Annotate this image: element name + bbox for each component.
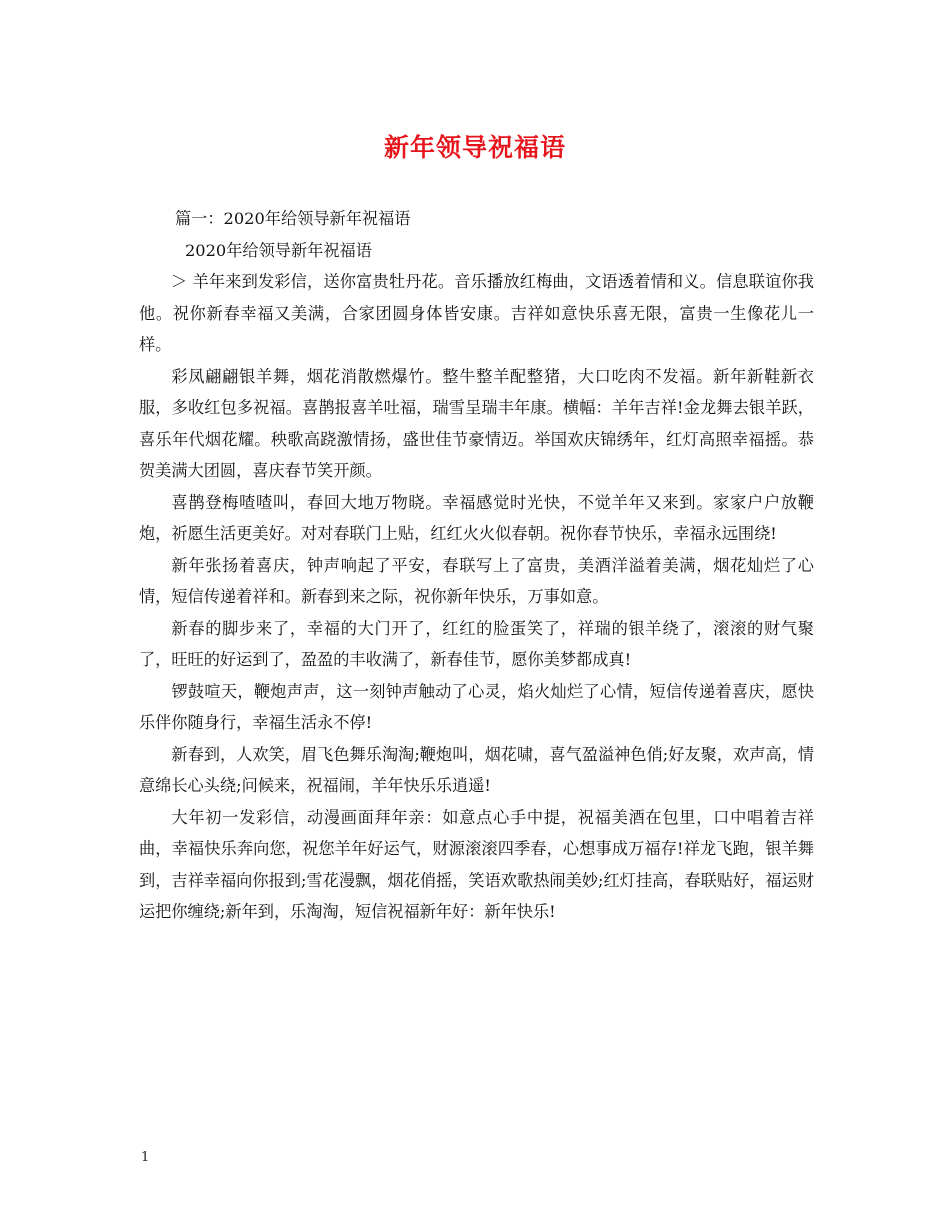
page-number: 1 <box>141 1150 150 1165</box>
section-heading: 篇一：2020年给领导新年祝福语 <box>175 209 411 228</box>
document-title: 新年领导祝福语 <box>383 133 566 162</box>
paragraph: 新春到，人欢笑，眉飞色舞乐淘淘;鞭炮叫，烟花啸，喜气盈溢神色俏;好友聚，欢声高，情意绵长心头绕;问候来，祝福闹，羊年快乐乐逍遥! <box>139 744 814 795</box>
paragraph: 大年初一发彩信，动漫画面拜年亲：如意点心手中提，祝福美酒在包里，口中唱着吉祥曲，幸福快乐奔向您，祝您羊年好运气，财源滚滚四季春，心想事成万福存!祥龙飞跑，银羊舞到，吉祥幸福向你报到;雪花漫飘，烟花俏摇，笑语欢歌热闹美妙;红灯挂高，春联贴好，福运财运把你缠绕;新年到，乐淘淘，短信祝福新年好：新年快乐! <box>139 807 814 921</box>
sub-heading: 2020年给领导新年祝福语 <box>185 240 372 260</box>
paragraph: ＞ 羊年来到发彩信，送你富贵牡丹花。音乐播放红梅曲，文语透着情和义。信息联谊你我他。祝你新春幸福又美满，合家团圆身体皆安康。吉祥如意快乐喜无限，富贵一生像花儿一样。 <box>139 272 814 354</box>
paragraph: 喜鹊登梅喳喳叫，春回大地万物晓。幸福感觉时光快，不觉羊年又来到。家家户户放鞭炮，祈愿生活更美好。对对春联门上贴，红红火火似春朝。祝你春节快乐，幸福永远围绕! <box>139 492 814 543</box>
paragraph: 新春的脚步来了，幸福的大门开了，红红的脸蛋笑了，祥瑞的银羊绕了，滚滚的财气聚了，旺旺的好运到了，盈盈的丰收满了，新春佳节，愿你美梦都成真! <box>139 618 814 669</box>
paragraph: 新年张扬着喜庆，钟声响起了平安，春联写上了富贵，美酒洋溢着美满，烟花灿烂了心情，短信传递着祥和。新春到来之际，祝你新年快乐，万事如意。 <box>139 555 814 606</box>
paragraph: 彩凤翩翩银羊舞，烟花消散燃爆竹。整牛整羊配整猪，大口吃肉不发福。新年新鞋新衣服，多收红包多祝福。喜鹊报喜羊吐福，瑞雪呈瑞丰年康。横幅：羊年吉祥!金龙舞去银羊跃，喜乐年代烟花耀。秧歌高跷激情扬，盛世佳节豪情迈。举国欢庆锦绣年，红灯高照幸福摇。恭贺美满大团圆，喜庆春节笑开颜。 <box>139 366 814 480</box>
document-body <box>139 203 814 928</box>
paragraph: 锣鼓喧天，鞭炮声声，这一刻钟声触动了心灵，焰火灿烂了心情，短信传递着喜庆，愿快乐伴你随身行，幸福生活永不停! <box>139 681 814 732</box>
